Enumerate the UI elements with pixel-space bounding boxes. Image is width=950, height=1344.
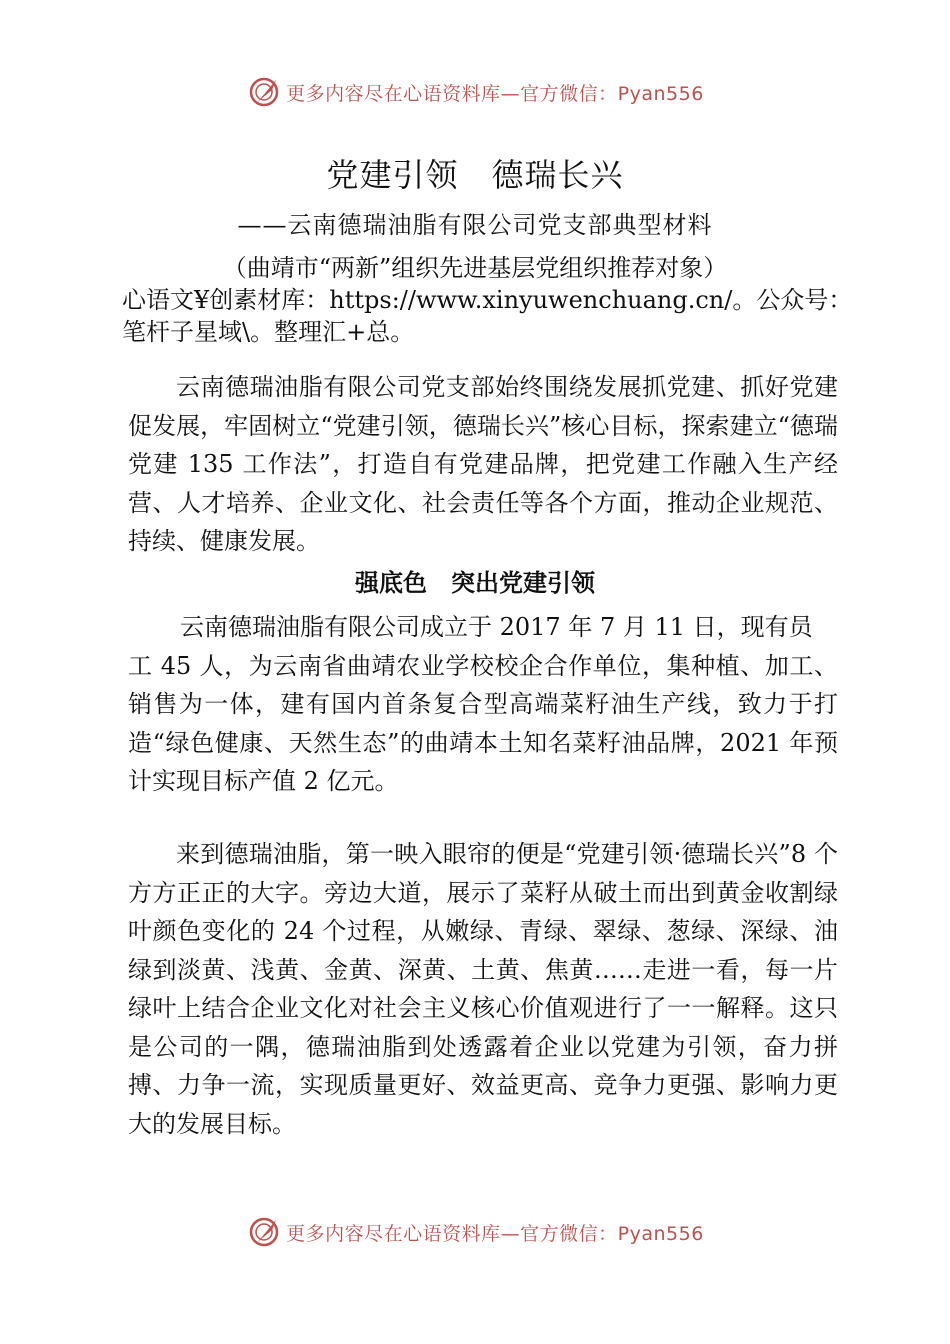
document-subnote: （曲靖市“两新”组织先进基层党组织推荐对象） [222,254,728,282]
quill-seal-icon [246,74,282,110]
section-heading: 强底色 突出党建引领 [355,569,595,597]
banner-text: 更多内容尽在心语资料库—官方微信：Pyan556 [286,82,704,105]
header-banner [0,70,950,114]
paragraph-3: 来到德瑞油脂，第一映入眼帘的便是“党建引领·德瑞长兴”8 个方方正正的大字。旁边大道，展示了菜籽从破土而出到黄金收割绿叶颜色变化的 24 个过程，从嫩绿、青绿、翠绿、葱绿、深绿、油绿到淡黄、浅黄、金黄、深黄、土黄、焦黄……走进一看，每一片绿叶上结合企业文化对社会主义核心价值观进行了一一解释。这只是公司的一隅，德瑞油脂到处透露着企业以党建为引领，奋力拼搏、力争一流，实现质量更好、效益更高、竞争力更强、影响力更大的发展目标。 [128,840,838,1138]
document-title: 党建引领 德瑞长兴 [326,156,624,194]
paragraph-2 [128,608,838,801]
paragraph-2-rest: 工 45 人，为云南省曲靖农业学校校企合作单位，集种植、加工、销售为一体，建有国内首条复合型高端菜籽油生产线，致力于打造“绿色健康、天然生态”的曲靖本土知名菜籽油品牌，2021 年预计实现目标产值 2 亿元。 [128,651,838,795]
footer-banner [0,1210,950,1254]
source-note: 心语文¥创素材库：https://www.xinyuwenchuang.cn/。公众号：笔杆子星域\。整理汇+总。 [122,286,853,346]
paragraph-2-lead: 云南德瑞油脂有限公司成立于 2017 年 7 月 11 日，现有员 [180,613,813,641]
quill-seal-icon [246,1214,282,1250]
paragraph-1: 云南德瑞油脂有限公司党支部始终围绕发展抓党建、抓好党建促发展，牢固树立“党建引领，德瑞长兴”核心目标，探索建立“德瑞党建 135 工作法”，打造自有党建品牌，把党建工作融入生产经营、人才培养、企业文化、社会责任等各个方面，推动企业规范、持续、健康发展。 [128,373,838,555]
banner-text: 更多内容尽在心语资料库—官方微信：Pyan556 [286,1222,704,1245]
document-subtitle: ——云南德瑞油脂有限公司党支部典型材料 [237,211,713,239]
